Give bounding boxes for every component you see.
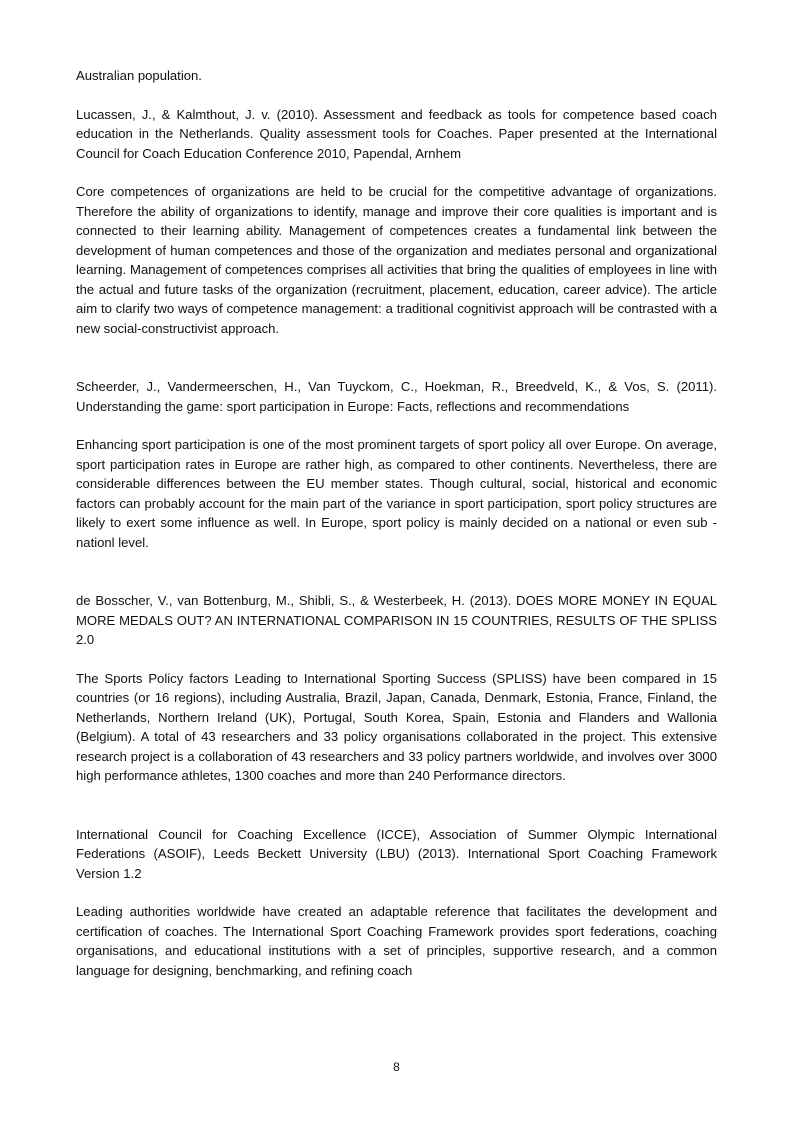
citation-de-bosscher: de Bosscher, V., van Bottenburg, M., Shibli, S., & Westerbeek, H. (2013). DOES MORE MONEY IN EQUAL MORE MEDALS OUT? AN INTERNATIONAL COMPARISON IN 15 COUNTRIES, RESULTS OF THE SPLISS 2.0 — [76, 593, 717, 647]
abstract-scheerder: Enhancing sport participation is one of the most prominent targets of sport policy all over Europe. On average, sport participation rates in Europe are rather high, as compared to other continents. Nevertheless, there are considerable differences between the EU member states. Though cultural, social, historical and economic factors can probably account for the main part of the variance in sport participation, sport policy structures are likely to exert some influence as well. In Europe, sport policy is mainly decided on a national or even sub -nationl level. — [76, 437, 717, 550]
abstract-lucassen: Core competences of organizations are held to be crucial for the competitive advantage of organizations. Therefore the ability of organizations to identify, manage and improve their core qualities is important and is connected to their learning ability. Management of competences creates a fundamental link between the development of human competences and those of the organization and mediates personal and organizational learning. Management of competences comprises all activities that bring the qualities of employees in line with the actual and future tasks of the organization (recruitment, placement, education, career advice). The article aim to clarify two ways of competence management: a traditional cognitivist approach will be contrasted with a new social-constructivist approach. — [76, 184, 717, 336]
abstract-de-bosscher: The Sports Policy factors Leading to International Sporting Success (SPLISS) have been compared in 15 countries (or 16 regions), including Australia, Brazil, Japan, Canada, Denmark, Estonia, France, Finland, the Netherlands, Northern Ireland (UK), Portugal, South Korea, Spain, Estonia and Flanders and Wallonia (Belgium). A total of 43 researchers and 33 policy organisations collaborated in the project. This extensive research project is a collaboration of 43 researchers and 33 policy partners worldwide, and involves over 3000 high performance athletes, 1300 coaches and more than 240 Performance directors. — [76, 670, 717, 783]
citation-icce: International Council for Coaching Excellence (ICCE), Association of Summer Olympic International Federations (ASOIF), Leeds Beckett University (LBU) (2013). International Sport Coaching Framework Version 1.2 — [76, 826, 717, 881]
citation-lucassen: Lucassen, J., & Kalmthout, J. v. (2010). Assessment and feedback as tools for competence based coach education in the Netherlands. Quality assessment tools for Coaches. Paper presented at the International Council for Coach Education Conference 2010, Papendal, Arnhem — [76, 106, 717, 161]
citation-scheerder: Scheerder, J., Vandermeerschen, H., Van Tuyckom, C., Hoekman, R., Breedveld, K., & Vos, S. (2011). Understanding the game: sport participation in Europe: Facts, reflections and recommendations — [76, 379, 717, 414]
page-number: 8 — [393, 1060, 400, 1074]
abstract-icce: Leading authorities worldwide have created an adaptable reference that facilitates the development and certification of coaches. The International Sport Coaching Framework provides sport federations, coaching organisations, and educational institutions with a set of principles, supportive research, and a common language for designing, benchmarking, and refining coach — [76, 904, 717, 978]
intro-line: Australian population. — [76, 68, 202, 83]
document-page — [76, 66, 717, 980]
